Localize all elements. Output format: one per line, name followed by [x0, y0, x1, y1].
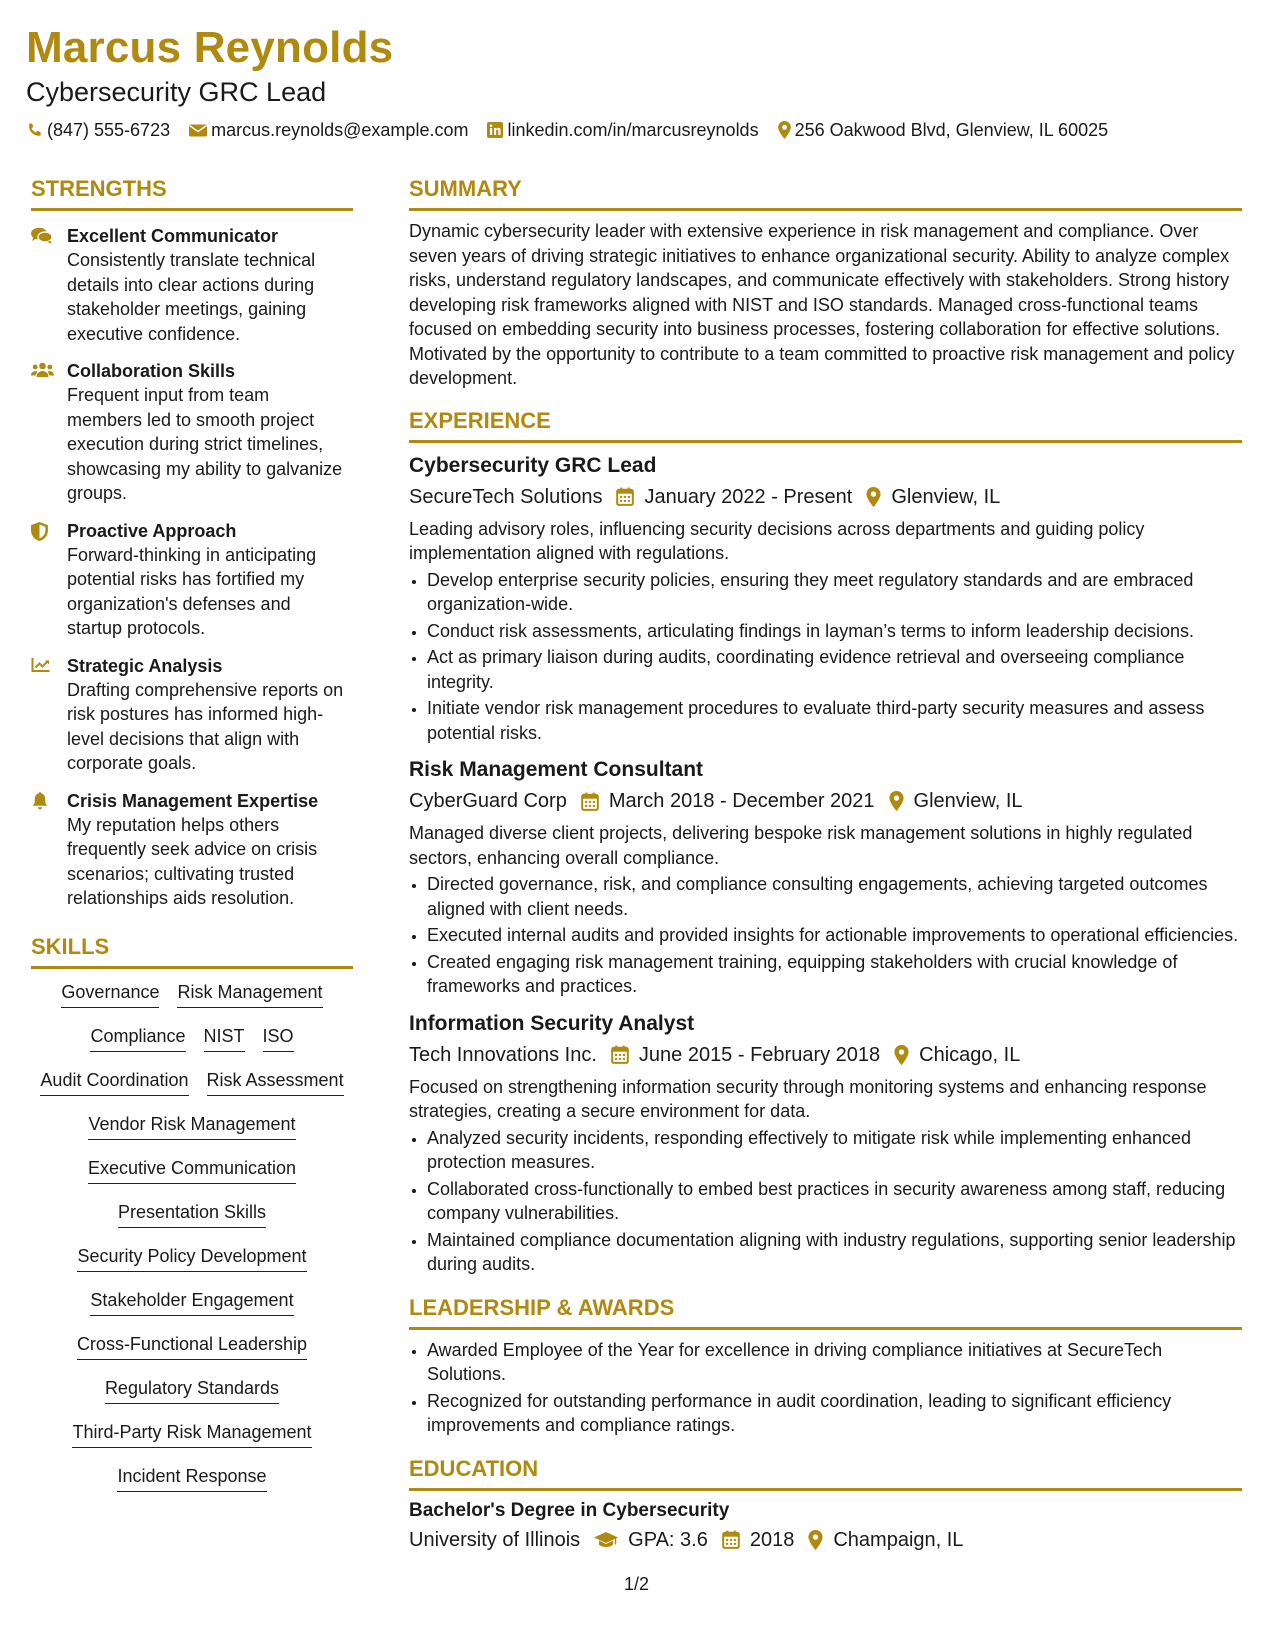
phone-text: (847) 555-6723 — [47, 120, 171, 140]
company-name: SecureTech Solutions — [409, 485, 603, 508]
bullet-item: • Collaborated cross-functionally to embed best practices in security awareness among staff, reducing company vulnerabilities. — [427, 1177, 1242, 1226]
skill-tag: Audit Coordination — [40, 1068, 188, 1096]
skill-tag: Risk Management — [177, 980, 322, 1008]
job-description: Managed diverse client projects, delivering bespoke risk management solutions in highly regulated sectors, enhancing overall compliance. — [409, 823, 1193, 868]
bell-icon — [31, 792, 49, 811]
page-number: 1/2 — [624, 1574, 650, 1594]
section-divider — [409, 440, 1242, 443]
skills-heading: SKILLS — [31, 933, 110, 959]
job-title: Information Security Analyst — [409, 1011, 695, 1035]
strength-description: My reputation helps others frequently seek advice on crisis scenarios; cultivating trusted relationships aids resolution. — [67, 814, 318, 908]
skill-tag: Stakeholder Engagement — [90, 1288, 293, 1316]
contact-bar — [26, 118, 1246, 142]
bullet-item: • Conduct risk assessments, articulating findings in layman’s terms to inform leadership decisions. — [427, 619, 1242, 644]
section-divider — [31, 208, 353, 211]
map-pin-icon — [889, 791, 904, 811]
skill-tag: NIST — [204, 1024, 245, 1052]
skill-tag: Governance — [61, 980, 159, 1008]
education-heading: EDUCATION — [409, 1455, 539, 1481]
strength-description: Forward-thinking in anticipating potential risks has fortified my organization's defenses and startup protocols. — [67, 544, 317, 638]
left-column — [31, 174, 353, 1508]
strengths-heading: STRENGTHS — [31, 176, 167, 201]
summary-text: Dynamic cybersecurity leader with extensive experience in risk management and compliance. Over seven years of driving strategic initiatives to enhance organizational security. Ability to analyze complex risks, understand regulatory landscapes, and communicate effectively with stakeholders. Strong history developing risk frameworks aligned with NIST and ISO standards. Managed cross-functional teams focused on embedding security into business processes, fostering collaboration for effective solutions. Motivated by the opportunity to contribute to a team committed to proactive risk management and policy development. — [409, 221, 1235, 388]
bullet-item: • Recognized for outstanding performance in audit coordination, leading to significant efficiency improvements and compliance ratings. — [427, 1389, 1242, 1438]
strength-item — [31, 359, 353, 506]
job-bullets — [409, 1126, 1242, 1277]
map-pin-icon — [866, 487, 881, 507]
strength-item — [31, 224, 353, 346]
job-bullets — [409, 872, 1242, 999]
job-dates: June 2015 - February 2018 — [638, 1043, 881, 1066]
job-description: Focused on strengthening information security through monitoring systems and enhancing response strategies, creating a secure environment for data. — [409, 1076, 1207, 1121]
bullet-item: • Directed governance, risk, and compliance consulting engagements, achieving targeted outcomes aligned with client needs. — [427, 872, 1242, 921]
right-column — [409, 174, 1242, 1554]
strength-item — [31, 654, 353, 776]
job-meta — [409, 483, 1242, 511]
job-description: Leading advisory roles, influencing security decisions across departments and guiding policy implementation aligned with regulations. — [409, 518, 1145, 563]
contact-address — [778, 118, 1109, 142]
leadership-heading: LEADERSHIP & AWARDS — [409, 1294, 675, 1320]
envelope-icon — [189, 123, 207, 138]
bullet-item: • Awarded Employee of the Year for excellence in driving compliance initiatives at SecureTech Solutions. — [427, 1338, 1242, 1387]
summary-heading: SUMMARY — [409, 176, 522, 201]
skill-tag: Executive Communication — [88, 1156, 296, 1184]
map-pin-icon — [808, 1530, 823, 1550]
gpa-text: GPA: 3.6 — [628, 1528, 708, 1551]
calendar-icon — [581, 792, 599, 811]
chart-line-icon — [31, 657, 51, 673]
job-title: Cybersecurity GRC Lead — [409, 453, 657, 477]
users-icon — [31, 362, 54, 378]
job-meta — [409, 787, 1242, 815]
job-dates: January 2022 - Present — [644, 485, 853, 508]
contact-linkedin[interactable] — [487, 118, 758, 142]
contact-phone[interactable] — [26, 118, 170, 142]
skill-tag: Third-Party Risk Management — [72, 1420, 311, 1448]
bullet-item: • Develop enterprise security policies, ensuring they meet regulatory standards and are embraced organization-wide. — [427, 568, 1242, 617]
job-title: Risk Management Consultant — [409, 758, 704, 781]
email-text: marcus.reynolds@example.com — [211, 120, 469, 140]
skill-tag: Security Policy Development — [77, 1244, 306, 1272]
job-location: Glenview, IL — [913, 790, 1023, 812]
company-name: CyberGuard Corp — [409, 790, 567, 812]
strength-title: Proactive Approach — [67, 520, 237, 541]
job-meta — [409, 1041, 1242, 1069]
bullet-item: • Initiate vendor risk management procedures to evaluate third-party security measures and assess potential risks. — [427, 696, 1242, 745]
strength-title: Crisis Management Expertise — [67, 790, 319, 811]
bullet-item: • Act as primary liaison during audits, coordinating evidence retrieval and overseeing compliance integrity. — [427, 645, 1242, 694]
graduation-cap-icon — [594, 1531, 618, 1549]
contact-email[interactable] — [189, 118, 468, 142]
school-location: Champaign, IL — [833, 1528, 964, 1551]
comments-icon — [31, 227, 53, 245]
job-entry — [409, 1010, 1242, 1277]
strength-title: Collaboration Skills — [67, 361, 236, 381]
calendar-icon — [722, 1530, 740, 1549]
job-entry — [409, 452, 1242, 746]
job-bullets — [409, 568, 1242, 746]
school-name: University of Illinois — [409, 1528, 581, 1551]
bullet-item: • Created engaging risk management training, equipping stakeholders with crucial knowledge of frameworks and practices. — [427, 950, 1242, 999]
resume-header — [26, 22, 1246, 142]
graduation-year: 2018 — [749, 1528, 795, 1551]
job-location: Chicago, IL — [919, 1043, 1021, 1066]
skill-tag: Vendor Risk Management — [88, 1112, 295, 1140]
address-text: 256 Oakwood Blvd, Glenview, IL 60025 — [794, 120, 1109, 140]
linkedin-icon — [487, 122, 503, 138]
map-pin-icon — [894, 1045, 909, 1065]
section-divider — [409, 1488, 1242, 1491]
job-location: Glenview, IL — [891, 485, 1001, 508]
education-entry — [409, 1499, 1242, 1554]
section-divider — [409, 1327, 1242, 1330]
strength-title: Strategic Analysis — [67, 655, 223, 676]
skills-list — [31, 980, 353, 1508]
skill-tag: Compliance — [90, 1024, 185, 1052]
strength-description: Frequent input from team members led to smooth project execution during strict timelines, showcasing my ability to galvanize groups. — [67, 385, 343, 503]
experience-heading: EXPERIENCE — [409, 407, 551, 433]
shield-icon — [31, 522, 48, 541]
skill-tag: Incident Response — [117, 1464, 266, 1492]
strength-item — [31, 519, 353, 641]
strength-description: Consistently translate technical details into clear actions during stakeholder meetings, gaining executive confidence. — [67, 250, 316, 344]
skill-tag: Regulatory Standards — [105, 1376, 279, 1404]
education-meta — [409, 1526, 1242, 1554]
candidate-name: Marcus Reynolds — [26, 23, 394, 72]
skill-tag: Presentation Skills — [118, 1200, 266, 1228]
skill-tag: ISO — [263, 1024, 294, 1052]
job-dates: March 2018 - December 2021 — [608, 790, 875, 812]
phone-icon — [26, 122, 43, 139]
skill-tag: Risk Assessment — [207, 1068, 344, 1096]
bullet-item: • Maintained compliance documentation aligning with industry regulations, supporting senior leadership during audits. — [427, 1228, 1242, 1277]
skill-tag: Cross-Functional Leadership — [77, 1332, 307, 1360]
degree-title: Bachelor's Degree in Cybersecurity — [409, 1499, 730, 1521]
section-divider — [31, 966, 353, 969]
map-pin-icon — [778, 121, 791, 139]
bullet-item: • Executed internal audits and provided insights for actionable improvements to operational efficiencies. — [427, 923, 1242, 948]
company-name: Tech Innovations Inc. — [409, 1043, 597, 1066]
calendar-icon — [611, 1045, 629, 1064]
strength-item — [31, 789, 353, 911]
section-divider — [409, 208, 1242, 211]
linkedin-text: linkedin.com/in/marcusreynolds — [507, 120, 759, 140]
candidate-title: Cybersecurity GRC Lead — [26, 77, 327, 107]
leadership-bullets — [409, 1338, 1242, 1438]
bullet-item: • Analyzed security incidents, responding effectively to mitigate risk while implementing enhanced protection measures. — [427, 1126, 1242, 1175]
strength-title: Excellent Communicator — [67, 226, 279, 246]
job-entry — [409, 756, 1242, 999]
strength-description: Drafting comprehensive reports on risk postures has informed high-level decisions that align with corporate goals. — [67, 679, 344, 773]
calendar-icon — [616, 487, 634, 506]
